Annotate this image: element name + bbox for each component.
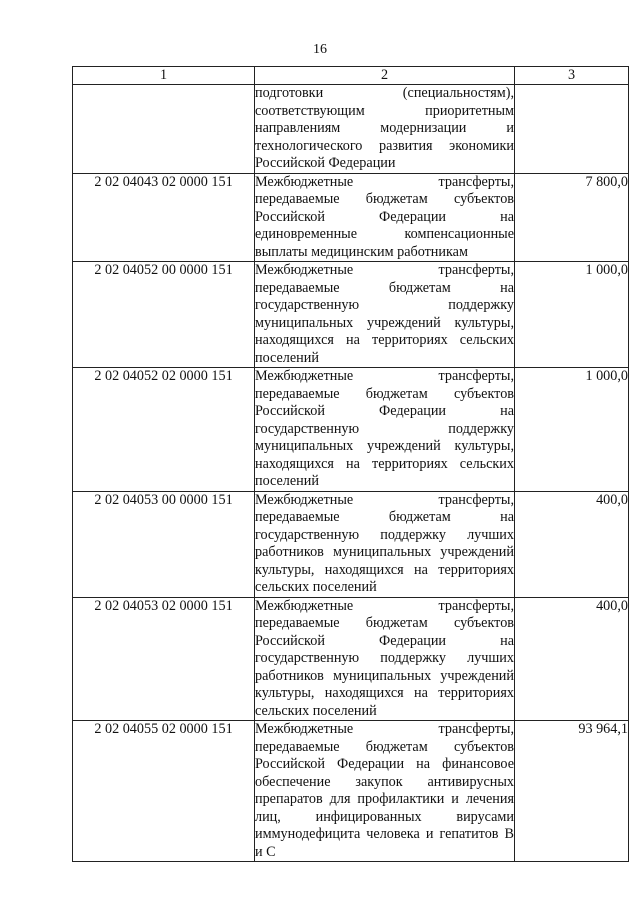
- row-code: 2 02 04053 00 0000 151: [73, 491, 255, 597]
- table-row: [73, 262, 629, 368]
- row-amount: 400,0: [515, 597, 629, 721]
- row-description: Межбюджетные трансферты, передаваемые бюджетам субъектов Российской Федерации на единовременные компенсационные выплаты медицинским работникам: [255, 173, 514, 260]
- row-code: 2 02 04053 02 0000 151: [73, 597, 255, 721]
- column-header-code: 1: [73, 67, 255, 85]
- row-description: Межбюджетные трансферты, передаваемые бюджетам субъектов Российской Федерации на финансовое обеспечение закупок антивирусных препаратов для профилактики и лечения лиц, инфицированных вирусами иммунодефицита человека и гепатитов B и C: [255, 721, 514, 860]
- table-row: [73, 173, 629, 262]
- row-amount: 1 000,0: [515, 368, 629, 492]
- table-row: [73, 721, 629, 862]
- page-number: 16: [313, 42, 327, 57]
- budget-table: [72, 66, 629, 862]
- row-amount: [515, 85, 629, 174]
- row-code: 2 02 04052 00 0000 151: [73, 262, 255, 368]
- row-amount: 93 964,1: [515, 721, 629, 862]
- column-header-description: 2: [255, 67, 515, 85]
- row-code: [73, 85, 255, 174]
- table-row: [73, 597, 629, 721]
- row-code: 2 02 04052 02 0000 151: [73, 368, 255, 492]
- column-header-amount: 3: [515, 67, 629, 85]
- row-code: 2 02 04055 02 0000 151: [73, 721, 255, 862]
- row-description: Межбюджетные трансферты, передаваемые бюджетам субъектов Российской Федерации на государственную поддержку муниципальных учреждений культуры, находящихся на территориях сельских поселений: [255, 368, 514, 489]
- header-row: [73, 67, 629, 85]
- table-row: [73, 491, 629, 597]
- row-amount: 7 800,0: [515, 173, 629, 262]
- row-description: Межбюджетные трансферты, передаваемые бюджетам субъектов Российской Федерации на государственную поддержку лучших работников муниципальных учреждений культуры, находящихся на территориях сельских поселений: [255, 597, 514, 719]
- row-description: Межбюджетные трансферты, передаваемые бюджетам на государственную поддержку лучших работников муниципальных учреждений культуры, находящихся на территориях сельских поселений: [255, 491, 514, 595]
- row-amount: 400,0: [515, 491, 629, 597]
- table-row: [73, 85, 629, 174]
- row-description: подготовки (специальностям), соответствующим приоритетным направлениям модернизации и технологического развития экономики Российской Федерации: [255, 85, 514, 171]
- row-description: Межбюджетные трансферты, передаваемые бюджетам на государственную поддержку муниципальных учреждений культуры, находящихся на территориях сельских поселений: [255, 262, 514, 366]
- row-amount: 1 000,0: [515, 262, 629, 368]
- row-code: 2 02 04043 02 0000 151: [73, 173, 255, 262]
- table-row: [73, 368, 629, 492]
